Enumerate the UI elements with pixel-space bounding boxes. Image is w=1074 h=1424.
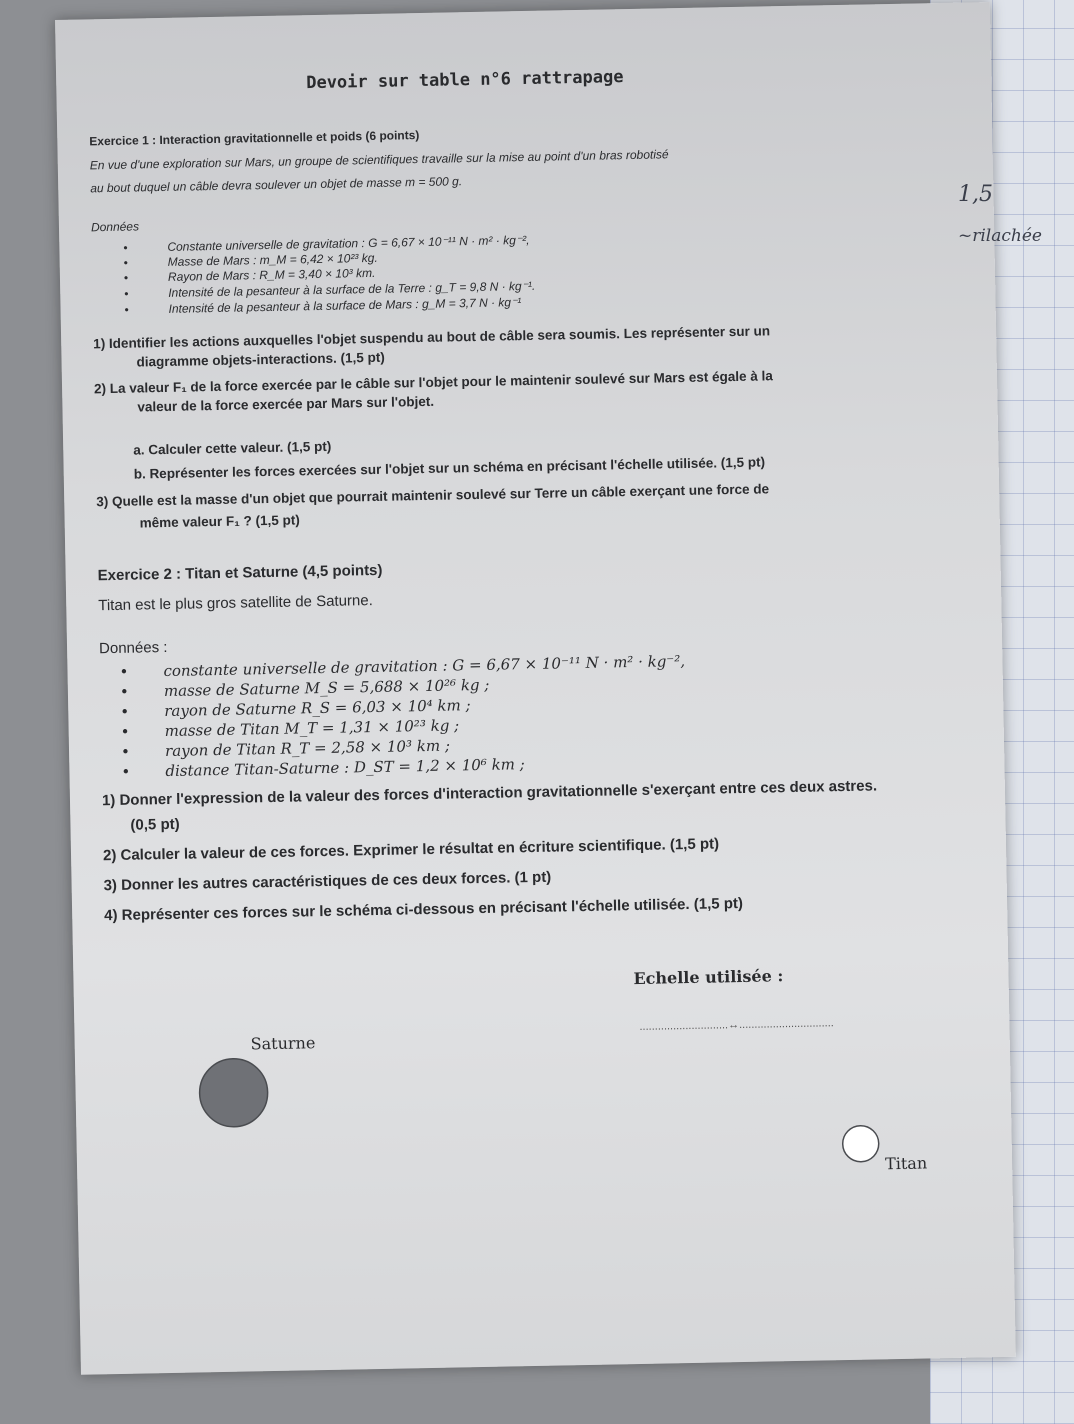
ex2-donnees-label: Données : <box>98 638 168 658</box>
ex1-data-item: • Constante universelle de gravitation : G = 6,67 × 10⁻¹¹ N · m² · kg⁻², <box>167 233 529 254</box>
ex1-intro-line-2: au bout duquel un câble devra soulever un objet de masse m = 500 g. <box>90 174 463 196</box>
handwritten-note: ~rilachée <box>958 226 1042 246</box>
ex2-data-item: • distance Titan-Saturne : D_ST = 1,2 × 10⁶ km ; <box>165 755 525 780</box>
page-title: Devoir sur table n°6 rattrapage <box>306 67 624 94</box>
ex2-heading: Exercice 2 : Titan et Saturne (4,5 points) <box>97 561 383 585</box>
ex2-data-item: • rayon de Saturne R_S = 6,03 × 10⁴ km ; <box>164 696 471 720</box>
ex1-question-2: 2) La valeur F₁ de la force exercée par le câble sur l'objet pour le maintenir soulevé sur Mars est égale à la <box>93 368 773 397</box>
ex2-data-item: • rayon de Titan R_T = 2,58 × 10³ km ; <box>165 737 450 760</box>
ex1-data-item: • Intensité de la pesanteur à la surface de la Terre : g_T = 9,8 N · kg⁻¹. <box>168 279 535 300</box>
ex1-donnees-label: Données <box>90 219 140 235</box>
titan-label: Titan <box>884 1153 928 1174</box>
ex2-data-item: • constante universelle de gravitation : G = 6,67 × 10⁻¹¹ N · m² · kg⁻², <box>163 652 685 680</box>
ex2-question-4: 4) Représenter ces forces sur le schéma ci-dessous en précisant l'échelle utilisée. (1,5 pt) <box>104 894 744 925</box>
ex1-data-item: • Intensité de la pesanteur à la surface de Mars : g_M = 3,7 N · kg⁻¹ <box>168 295 521 316</box>
saturne-planet <box>199 1058 268 1127</box>
ex2-intro: Titan est le plus gros satellite de Saturne. <box>98 592 373 615</box>
ex1-question-2a: a. Calculer cette valeur. (1,5 pt) <box>133 438 332 458</box>
ex1-question-1: 1) Identifier les actions auxquelles l'objet suspendu au bout de câble sera soumis. Les représenter sur un <box>93 323 771 352</box>
ex2-question-2: 2) Calculer la valeur de ces forces. Exprimer le résultat en écriture scientifique. (1,5 pt) <box>102 835 720 865</box>
scale-title: Echelle utilisée : <box>633 966 784 989</box>
ex1-heading: Exercice 1 : Interaction gravitationnelle et poids (6 points) <box>89 128 420 149</box>
titan-moon <box>842 1125 879 1162</box>
ex2-data-item: • masse de Saturne M_S = 5,688 × 10²⁶ kg ; <box>164 676 490 700</box>
ex2-question-3: 3) Donner les autres caractéristiques de ces deux forces. (1 pt) <box>103 868 552 895</box>
handwritten-note-score: 1,5 <box>958 182 993 207</box>
ex1-data-item: • Masse de Mars : m_M = 6,42 × 10²³ kg. <box>168 251 378 269</box>
scale-blank-line: .............................↔............................... <box>639 1017 834 1033</box>
ex1-question-1-cont: diagramme objets-interactions. (1,5 pt) <box>136 349 385 370</box>
ex2-data-item: • masse de Titan M_T = 1,31 × 10²³ kg ; <box>164 716 459 740</box>
ex1-intro-line-1: En vue d'une exploration sur Mars, un groupe de scientifiques travaille sur la mise au point d'un bras robotisé <box>89 147 669 173</box>
ex1-question-2-cont: valeur de la force exercée par Mars sur l'objet. <box>137 393 435 415</box>
saturne-label: Saturne <box>250 1033 316 1054</box>
ex2-question-1-cont: (0,5 pt) <box>130 815 180 834</box>
ex1-question-2b: b. Représenter les forces exercées sur l'objet sur un schéma en précisant l'échelle utilisée. (1,5 pt) <box>133 454 766 482</box>
saturn-titan-diagram <box>55 2 1016 1375</box>
ex1-question-3: 3) Quelle est la masse d'un objet que pourrait maintenir soulevé sur Terre un câble exerçant une force de <box>96 481 770 510</box>
exam-sheet <box>55 2 1016 1375</box>
ex1-data-item: • Rayon de Mars : R_M = 3,40 × 10³ km. <box>168 266 376 284</box>
ex2-question-1: 1) Donner l'expression de la valeur des forces d'interaction gravitationnelle s'exerçant entre ces deux astres. <box>101 777 878 810</box>
ex1-question-3-cont: même valeur F₁ ? (1,5 pt) <box>139 512 300 531</box>
